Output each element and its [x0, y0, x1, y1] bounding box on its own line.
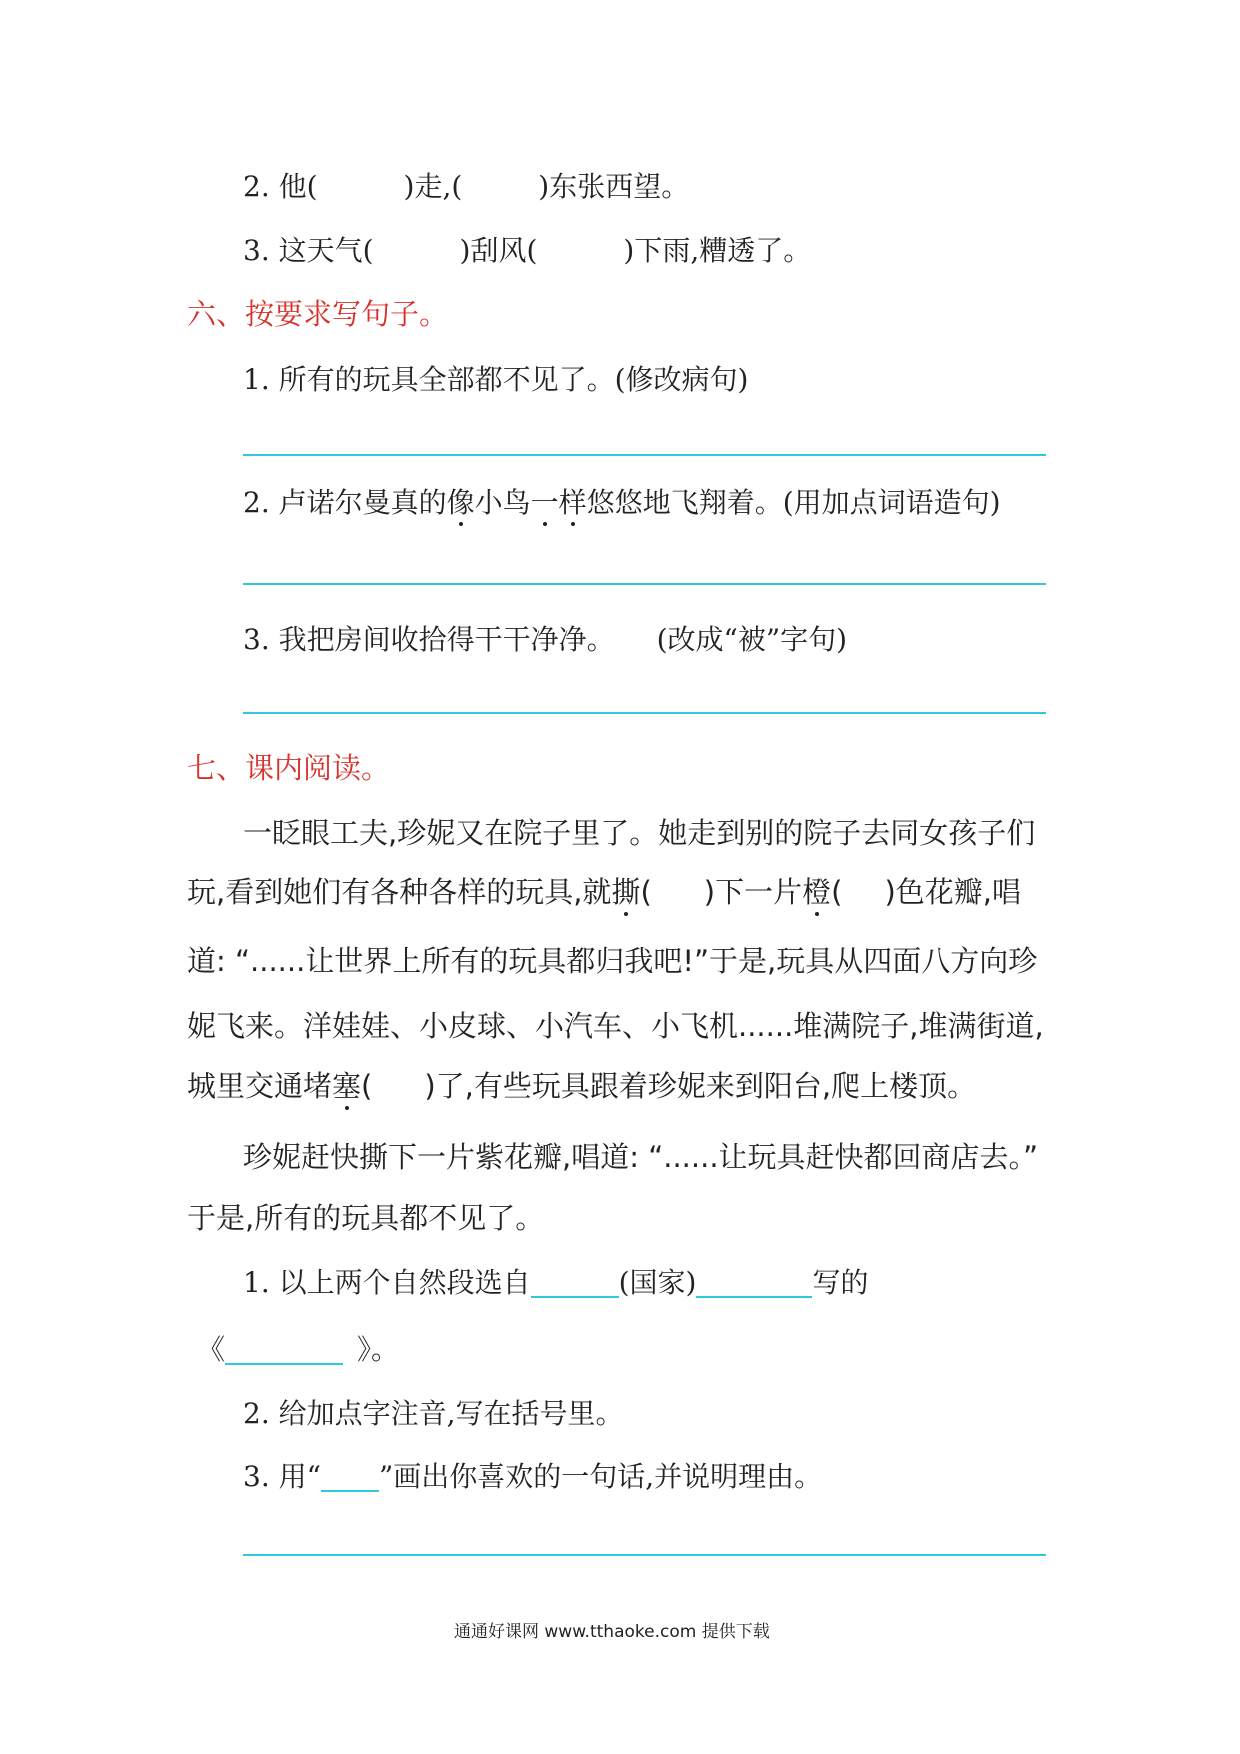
- answer-blank-author[interactable]: [531, 1268, 619, 1298]
- q7-2: 2. 给加点字注音,写在括号里。: [243, 1397, 624, 1430]
- reading-p2-line2: 于是,所有的玩具都不见了。: [187, 1201, 545, 1235]
- q7-3: 3. 用“ ”画出你喜欢的一句话,并说明理由。: [243, 1460, 823, 1493]
- reading-p1-line5: 城里交通堵塞( )了,有些玩具跟着珍妮来到阳台,爬上楼顶。: [187, 1069, 977, 1103]
- q6-1: 1. 所有的玩具全部都不见了。(修改病句): [243, 363, 749, 396]
- reading-p1-line1: 一眨眼工夫,珍妮又在院子里了。她走到别的院子去同女孩子们: [243, 816, 1036, 850]
- reading-p1-line4: 妮飞来。洋娃娃、小皮球、小汽车、小飞机......堆满院子,堆满街道,: [187, 1009, 1044, 1043]
- answer-blank-title[interactable]: [225, 1335, 343, 1365]
- example-underline: [321, 1462, 379, 1492]
- dotted-char: 塞: [332, 1069, 362, 1103]
- section7-heading: 七、课内阅读。: [187, 751, 391, 785]
- answer-blank-writer[interactable]: [696, 1268, 812, 1298]
- footer-source: 通通好课网 www.tthaoke.com 提供下载: [454, 1622, 770, 1642]
- reading-p2-line1: 珍妮赶快撕下一片紫花瓣,唱道: “......让玩具赶快都回商店去。”: [243, 1140, 1039, 1174]
- dotted-char: 像: [446, 486, 475, 519]
- q7-1-title: 《 》。: [197, 1333, 400, 1366]
- q5-2: 2. 他( )走,( )东张西望。: [243, 170, 690, 203]
- q6-2: 2. 卢诺尔曼真的像小鸟一样悠悠地飞翔着。(用加点词语造句): [243, 486, 1001, 519]
- dotted-char: 橙: [802, 875, 832, 909]
- q5-3: 3. 这天气( )刮风( )下雨,糟透了。: [243, 234, 812, 267]
- answer-line-6-3[interactable]: [243, 712, 1046, 714]
- reading-p1-line3: 道: “......让世界上所有的玩具都归我吧!”于是,玩具从四面八方向珍: [187, 944, 1038, 978]
- dotted-char: 撕: [611, 875, 641, 909]
- answer-line-7-3[interactable]: [243, 1554, 1046, 1556]
- reading-p1-line2: 玩,看到她们有各种各样的玩具,就撕( )下一片橙( )色花瓣,唱: [187, 875, 1021, 909]
- dotted-char: 一: [530, 486, 559, 519]
- q6-3: 3. 我把房间收拾得干干净净。 (改成“被”字句): [243, 623, 848, 656]
- answer-line-6-2[interactable]: [243, 583, 1046, 585]
- q7-1: 1. 以上两个自然段选自 (国家) 写的: [243, 1266, 869, 1299]
- section6-heading: 六、按要求写句子。: [187, 297, 449, 331]
- answer-line-6-1[interactable]: [243, 454, 1046, 456]
- dotted-char: 样: [558, 486, 587, 519]
